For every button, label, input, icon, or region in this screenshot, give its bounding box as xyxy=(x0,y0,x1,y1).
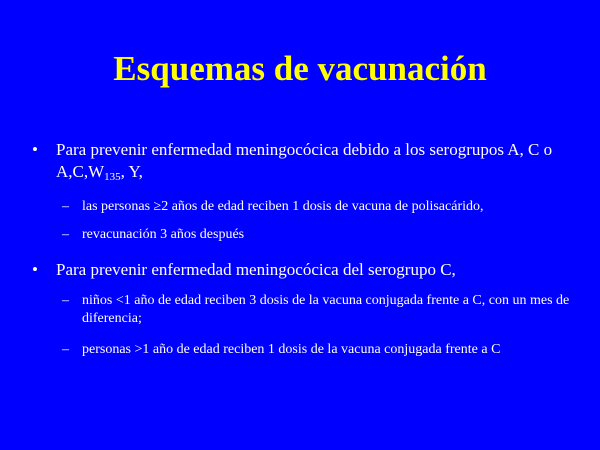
bullet-item-1 xyxy=(32,139,576,183)
slide-title: Esquemas de vacunación xyxy=(113,49,487,88)
dash-icon: – xyxy=(62,227,69,242)
sub-item-4 xyxy=(62,341,572,359)
bullet-text-1-tail: , Y, xyxy=(120,162,143,181)
dash-icon: – xyxy=(62,199,69,214)
bullet-item-2 xyxy=(32,259,576,281)
sub-item-3 xyxy=(62,292,572,328)
bullet-icon: • xyxy=(32,140,38,159)
sub-item-2 xyxy=(62,226,572,244)
serogroup-subscript: 135 xyxy=(104,171,121,183)
bullet-icon: • xyxy=(32,260,38,279)
dash-icon: – xyxy=(62,293,69,308)
sub-text-1: las personas ≥2 años de edad reciben 1 dosis de vacuna de polisacárido, xyxy=(82,199,484,214)
sub-item-1 xyxy=(62,198,572,216)
sub-text-3: niños <1 año de edad reciben 3 dosis de la vacuna conjugada frente a C, con un mes de diferencia; xyxy=(82,293,570,326)
bullet-text-1-main: Para prevenir enfermedad meningocócica debido a los serogrupos A, C o A,C,W xyxy=(56,140,553,181)
bullet-text-2: Para prevenir enfermedad meningocócica del serogrupo C, xyxy=(56,260,456,279)
sub-text-2: revacunación 3 años después xyxy=(82,227,245,242)
dash-icon: – xyxy=(62,342,69,357)
bullet-text-1 xyxy=(56,139,576,183)
sub-text-4: personas >1 año de edad reciben 1 dosis de la vacuna conjugada frente a C xyxy=(82,342,501,357)
